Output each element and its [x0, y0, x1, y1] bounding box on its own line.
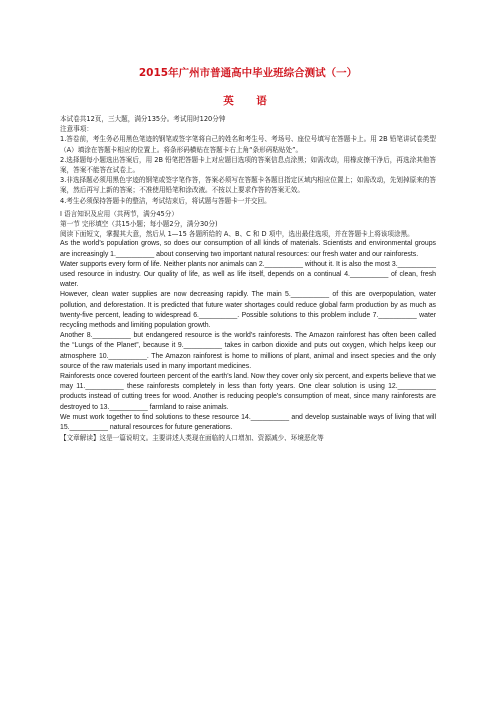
- passage-paragraph: However, clean water supplies are now decreasing rapidly. The main 5.__________ of this are overpopulation, water pollution, and deforestation. It is predicted that future water shortages could reduce global farm production by as much as twenty-five percent, leading to widespread 6.__________. Possible solutions to this problem include 7.__________ water recycling methods and limiting population growth.: [60, 291, 436, 330]
- exam-title: 2015年广州市普通高中毕业班综合测试（一）: [138, 67, 358, 79]
- passage-paragraph: As the world’s population grows, so does our consumption of all kinds of materials. Scientists and environmental groups are increasingly 1.__________ about conserving two important natural resources: our fresh water and our rainforests.: [60, 240, 436, 258]
- note-item: 4.考生必须保持答题卡的整洁，考试结束后，将试题与答题卡一并交回。: [60, 196, 271, 205]
- subject-title: 英 语: [223, 95, 273, 107]
- passage-paragraph: We must work together to find solutions to these resource 14.__________ and develop sustainable ways of living that will 15.__________ natural resources for future generations.: [60, 413, 436, 432]
- document-page: [60, 66, 436, 444]
- section-heading: Ⅰ 语言知识及应用（共两节，满分45分）: [60, 209, 178, 218]
- exam-info: 本试卷共12页，三大题，满分135分。考试用时120分钟: [60, 115, 226, 123]
- note-item: 3.非选择题必须用黑色字迹的钢笔或签字笔作答，答案必须写在答题卡各题目指定区域内相应位置上；如需改动，先划掉原来的答案，然后再写上新的答案；不准使用铅笔和涂改液。不按以上要求作答的答案无效。: [60, 176, 436, 195]
- note-item: 2.选择题每小题选出答案后，用 2B 铅笔把答题卡上对应题目选项的答案信息点涂黑；如需改动，用橡皮擦干净后，再选涂其他答案，答案不能答在试卷上。: [60, 155, 436, 175]
- article-analysis: 【文章解读】这是一篇说明文。主要讲述人类现在面临的人口增加、资源减少、环境恶化等: [60, 434, 324, 443]
- passage-paragraph: Another 8.__________ but endangered resource is the world’s rainforests. The Amazon rainforest has often been called the “Lungs of the Planet”, because it 9.__________ takes in carbon dioxide and puts out oxygen, which helps keep our atmosphere 10.__________. The Amazon rainforest is home to millions of plant, animal and insect species and the only source of the raw materials used in many important medicines.: [60, 332, 436, 370]
- passage-paragraph: Water supports every form of life. Neither plants nor animals can 2.__________ without it. It is also the most 3.__________ used resource in industry. Our quality of life, as well as life itself, depends on a continual 4.__________ of clean, fresh water.: [60, 260, 436, 289]
- note-item: 1.答卷前，考生务必用黑色笔迹的钢笔或签字笔将自己的姓名和考生号、考场号、座位号填写在答题卡上。用 2B 铅笔讲试卷类型（A）填涂在答题卡相应的位置上。将条形码横贴在答题卡右上角“条形码粘贴处”。: [60, 135, 436, 154]
- part-instruction: 阅读下面短文，掌握其大意，然后从 1—15 各题所给的 A、B、C 和 D 项中，选出最佳选项，并在答题卡上将该项涂黑。: [60, 230, 414, 239]
- passage-paragraph: Rainforests once covered fourteen percent of the earth’s land. Now they cover only six percent, and experts believe that we may 11.__________ these rainforests completely in less than forty years. One clear solution is using 12.__________ products instead of cutting trees for wood. Another is reducing people’s consumption of meat, since many rainforests are destroyed to 13.__________ farmland to raise animals.: [60, 373, 436, 411]
- notes-heading: 注意事项：: [60, 125, 93, 134]
- part-heading: 第一节 完形填空（共15小题；每小题2分，满分30分): [60, 220, 218, 229]
